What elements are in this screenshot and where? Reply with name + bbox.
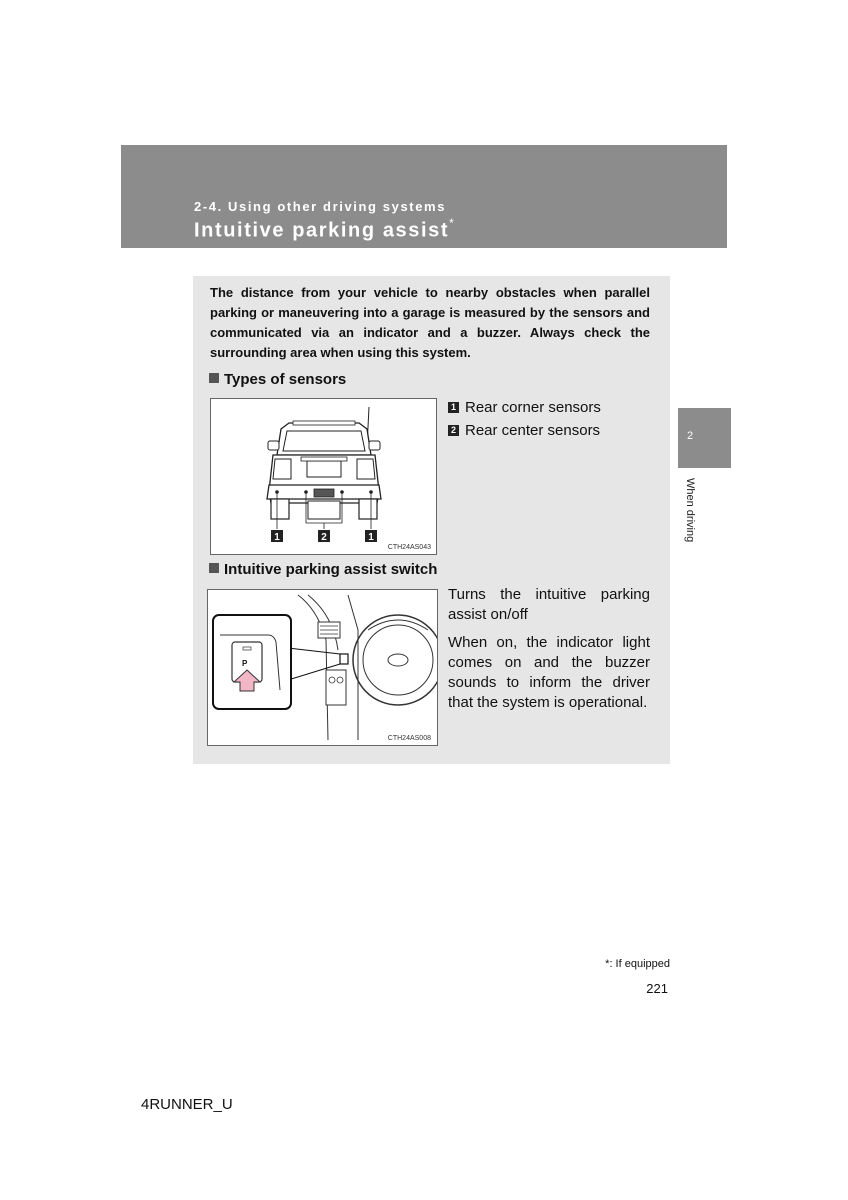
- page-title: [194, 218, 454, 243]
- callout-label: Rear corner sensors: [465, 399, 601, 416]
- figure-badge-1-right: 1: [368, 532, 374, 543]
- callout-label: Rear center sensors: [465, 422, 601, 439]
- page-title-text: Intuitive parking assist: [194, 219, 450, 242]
- vehicle-rear-illustration: [211, 399, 436, 554]
- figure-code: CTH24AS008: [387, 735, 431, 742]
- callout-badge: 2: [448, 425, 459, 436]
- square-bullet-icon: [209, 373, 219, 383]
- figure-badge-2: 2: [321, 532, 327, 543]
- switch-heading-text: Intuitive parking assist switch: [224, 561, 438, 578]
- section-title: 2-4. Using other driving systems: [194, 199, 447, 214]
- footnote-mark: *: [605, 958, 610, 970]
- callout-badge: 1: [448, 402, 459, 413]
- figure-code: CTH24AS043: [387, 544, 431, 551]
- switch-symbol-label: P: [242, 659, 248, 668]
- sensor-callouts: [448, 396, 601, 442]
- figure-badge-1-left: 1: [274, 532, 280, 543]
- switch-heading: [209, 561, 437, 578]
- model-code: 4RUNNER_U: [141, 1096, 233, 1113]
- switch-figure: [207, 589, 438, 746]
- footnote-text: : If equipped: [609, 958, 670, 970]
- callout-item: [448, 396, 601, 419]
- chapter-number: 2: [687, 430, 694, 442]
- chapter-label: When driving: [684, 478, 696, 543]
- intro-text: The distance from your vehicle to nearby obstacles when parallel parking or maneuvering into a garage is measured by the sensors and communicated via an indicator and a buzzer. Always check the surrounding area when using this system.: [210, 285, 650, 360]
- rear-sensors-figure: [210, 398, 437, 555]
- sensors-heading: [209, 371, 346, 388]
- equipped-mark: *: [449, 216, 454, 230]
- callout-item: [448, 419, 601, 442]
- square-bullet-icon: [209, 563, 219, 573]
- footnote: [605, 958, 670, 970]
- page-number: 221: [646, 981, 668, 996]
- chapter-tab: [678, 408, 731, 468]
- sensors-heading-text: Types of sensors: [224, 371, 347, 388]
- switch-indicator-description: When on, the indicator light comes on and the buzzer sounds to inform the driver that the system is operational.: [448, 634, 650, 711]
- switch-description: Turns the intuitive parking assist on/off: [448, 586, 650, 623]
- content-panel: [193, 276, 670, 764]
- chapter-header: [121, 145, 727, 248]
